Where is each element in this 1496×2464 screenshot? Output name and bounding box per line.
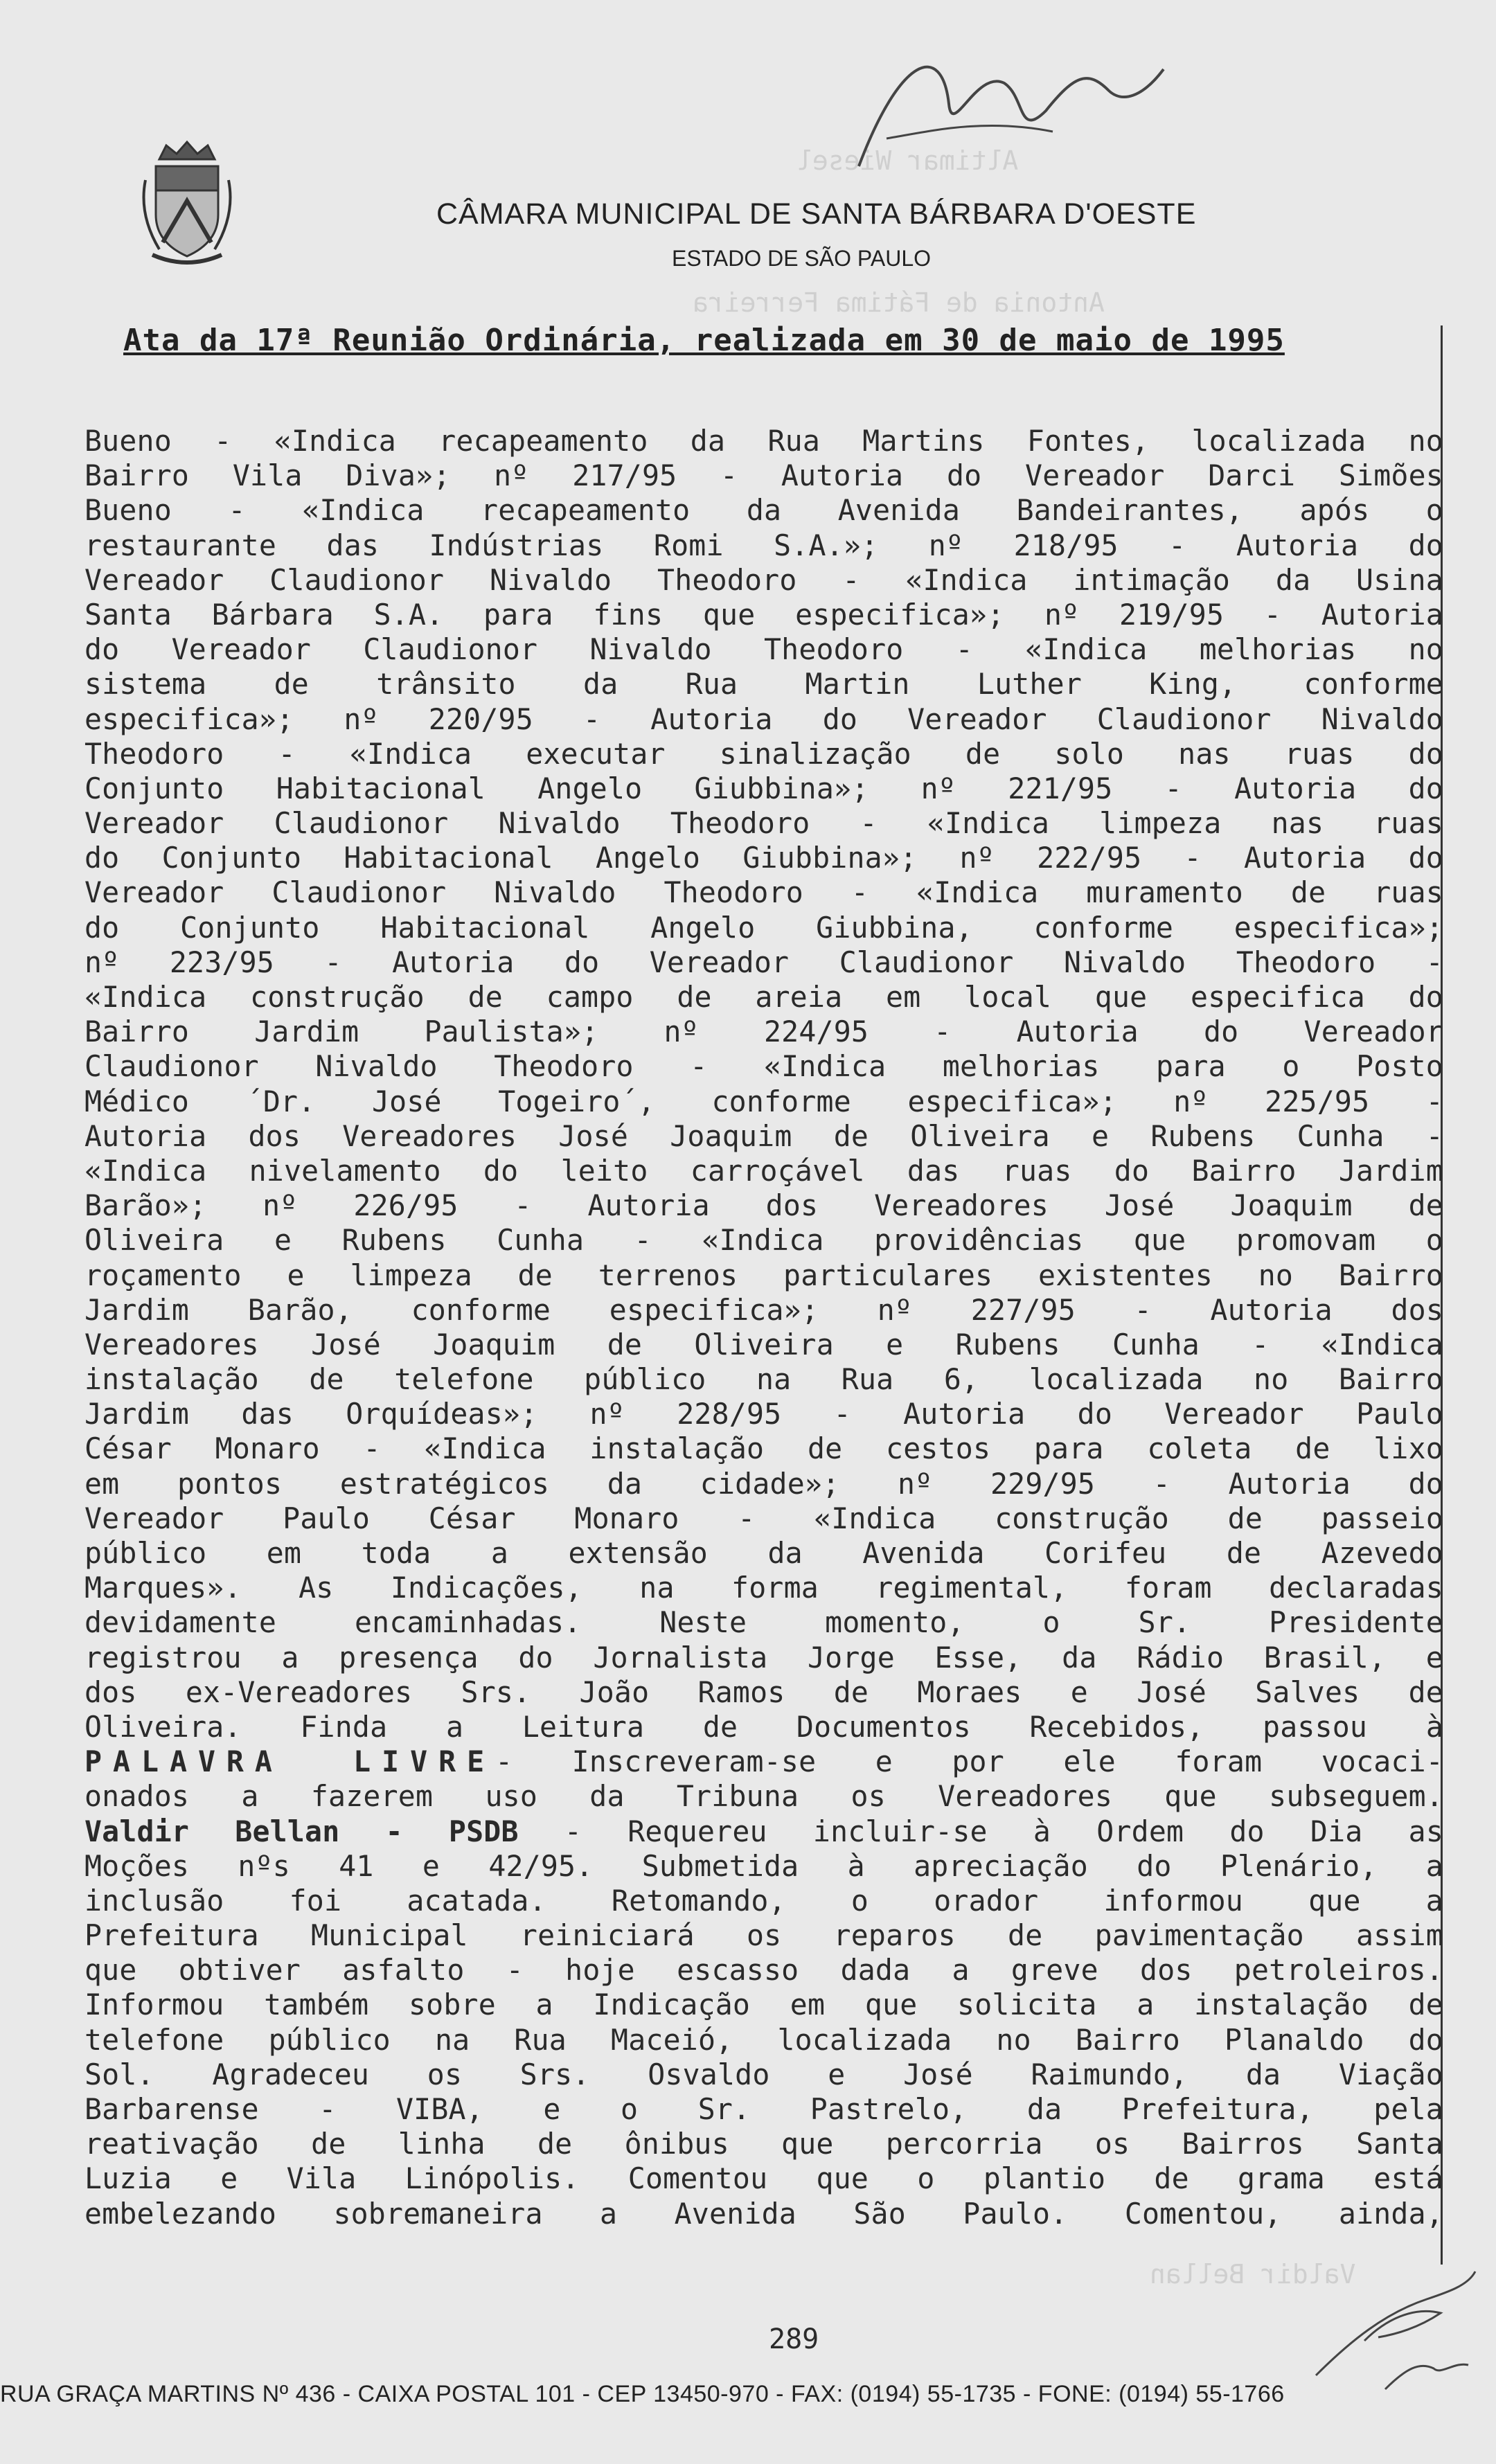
body-line: restaurante das Indústrias Romi S.A.»; nº 218/95 - Autoria do [84, 528, 1443, 562]
body-line: Vereador Paulo César Monaro - «Indica construção de passeio [84, 1501, 1443, 1535]
body-line: Marques». As Indicações, na forma regimental, foram declaradas [84, 1571, 1443, 1605]
body-line: «Indica construção de campo de areia em local que especifica do [84, 980, 1443, 1014]
footer-address: RUA GRAÇA MARTINS Nº 436 - CAIXA POSTAL 101 - CEP 13450-970 - FAX: (0194) 55-1735 - FONE: (0194) 55-1766 [0, 2381, 1285, 2407]
palavra-livre-rest: - Inscreveram-se e por ele foram vocaci- [495, 1744, 1443, 1779]
body-line: Sol. Agradeceu os Srs. Osvaldo e José Raimundo, da Viação [84, 2057, 1443, 2091]
body-line: em pontos estratégicos da cidade»; nº 229/95 - Autoria do [84, 1466, 1443, 1501]
body-line: Vereador Claudionor Nivaldo Theodoro - «Indica limpeza nas ruas [84, 806, 1443, 841]
page-number: 289 [769, 2323, 819, 2355]
body-line: Oliveira e Rubens Cunha - «Indica providências que promovam o [84, 1223, 1443, 1258]
body-line: Jardim Barão, conforme especifica»; nº 227/95 - Autoria dos [84, 1292, 1443, 1327]
body-line: Vereadores José Joaquim de Oliveira e Rubens Cunha - «Indica [84, 1327, 1443, 1362]
minutes-title: Ata da 17ª Reunião Ordinária, realizada em 30 de maio de 1995 [123, 323, 1285, 358]
body-line: do Conjunto Habitacional Angelo Giubbina, conforme especifica»; [84, 910, 1443, 945]
body-line: inclusão foi acatada. Retomando, o orador informou que a [84, 1883, 1443, 1918]
body-line: Oliveira. Finda a Leitura de Documentos Recebidos, passou à [84, 1709, 1443, 1744]
body-line: embelezando sobremaneira a Avenida São Paulo. Comentou, ainda, [84, 2196, 1443, 2231]
body-line: instalação de telefone público na Rua 6, localizada no Bairro [84, 1362, 1443, 1397]
body-line: Theodoro - «Indica executar sinalização de solo nas ruas do [84, 736, 1443, 771]
palavra-livre-line [84, 1744, 1443, 1779]
minutes-body [84, 424, 1443, 2231]
body-line: Claudionor Nivaldo Theodoro - «Indica melhorias para o Posto [84, 1049, 1443, 1084]
body-line: nº 223/95 - Autoria do Vereador Claudionor Nivaldo Theodoro - [84, 945, 1443, 979]
municipal-crest-icon [139, 139, 235, 270]
body-line: Informou também sobre a Indicação em que solicita a instalação de [84, 1988, 1443, 2022]
body-line: do Vereador Claudionor Nivaldo Theodoro - «Indica melhorias no [84, 632, 1443, 667]
bleed-through-3: Valdir Bellan [1150, 2259, 1356, 2289]
body-line: roçamento e limpeza de terrenos particulares existentes no Bairro [84, 1258, 1443, 1292]
body-line: telefone público na Rua Maceió, localizada no Bairro Planaldo do [84, 2022, 1443, 2057]
body-line: Prefeitura Municipal reiniciará os reparos de pavimentação assim [84, 1918, 1443, 1953]
initials-bottom-right [1302, 2258, 1489, 2396]
body-line: onados a fazerem uso da Tribuna os Vereadores que subseguem. [84, 1779, 1443, 1814]
body-line: Barão»; nº 226/95 - Autoria dos Vereadores José Joaquim de [84, 1188, 1443, 1223]
body-line: Santa Bárbara S.A. para fins que especifica»; nº 219/95 - Autoria [84, 597, 1443, 632]
body-line: Vereador Claudionor Nivaldo Theodoro - «Indica muramento de ruas [84, 875, 1443, 910]
body-line: Autoria dos Vereadores José Joaquim de Oliveira e Rubens Cunha - [84, 1118, 1443, 1153]
bleed-through-2: Antonia de Fátima Ferreira [693, 287, 1105, 318]
body-line: registrou a presença do Jornalista Jorge Esse, da Rádio Brasil, e [84, 1640, 1443, 1675]
body-line: Bueno - «Indica recapeamento da Rua Martins Fontes, localizada no [84, 424, 1443, 458]
body-line: do Conjunto Habitacional Angelo Giubbina»; nº 222/95 - Autoria do [84, 841, 1443, 875]
body-line: Bairro Vila Diva»; nº 217/95 - Autoria do Vereador Darci Simões [84, 458, 1443, 493]
state-name: ESTADO DE SÃO PAULO [672, 246, 932, 271]
body-line: dos ex-Vereadores Srs. João Ramos de Moraes e José Salves de [84, 1675, 1443, 1709]
body-line: Jardim das Orquídeas»; nº 228/95 - Autoria do Vereador Paulo [84, 1397, 1443, 1431]
body-line: devidamente encaminhadas. Neste momento, o Sr. Presidente [84, 1605, 1443, 1640]
body-line: especifica»; nº 220/95 - Autoria do Vereador Claudionor Nivaldo [84, 702, 1443, 736]
body-line: Bairro Jardim Paulista»; nº 224/95 - Autoria do Vereador [84, 1015, 1443, 1049]
body-line: Luzia e Vila Linópolis. Comentou que o plantio de grama está [84, 2161, 1443, 2196]
speaker-name: Valdir Bellan - PSDB [84, 1814, 519, 1848]
body-line: Barbarense - VIBA, e o Sr. Pastrelo, da Prefeitura, pela [84, 2092, 1443, 2126]
body-line: reativação de linha de ônibus que percorria os Bairros Santa [84, 2127, 1443, 2161]
body-line: sistema de trânsito da Rua Martin Luther King, conforme [84, 667, 1443, 702]
speaker-line-rest: - Requereu incluir-se à Ordem do Dia as [518, 1814, 1444, 1848]
palavra-livre-heading: PALAVRA LIVRE [84, 1744, 496, 1779]
signature-top [845, 28, 1177, 187]
institution-name: CÂMARA MUNICIPAL DE SANTA BÁRBARA D'OESTE [436, 197, 1197, 231]
speaker-line [84, 1814, 1443, 1849]
body-line: público em toda a extensão da Avenida Corifeu de Azevedo [84, 1536, 1443, 1570]
body-line: Conjunto Habitacional Angelo Giubbina»; nº 221/95 - Autoria do [84, 771, 1443, 805]
body-line: Moções nºs 41 e 42/95. Submetida à apreciação do Plenário, a [84, 1848, 1443, 1883]
body-line: Bueno - «Indica recapeamento da Avenida Bandeirantes, após o [84, 493, 1443, 528]
body-line: que obtiver asfalto - hoje escasso dada a greve dos petroleiros. [84, 1953, 1443, 1988]
body-line: Vereador Claudionor Nivaldo Theodoro - «Indica intimação da Usina [84, 562, 1443, 597]
body-line: César Monaro - «Indica instalação de cestos para coleta de lixo [84, 1431, 1443, 1466]
bleed-through-1: Altimar Wiesel [796, 145, 1019, 176]
body-line: Médico ´Dr. José Togeiro´, conforme especifica»; nº 225/95 - [84, 1084, 1443, 1118]
body-line: «Indica nivelamento do leito carroçável das ruas do Bairro Jardim [84, 1153, 1443, 1188]
